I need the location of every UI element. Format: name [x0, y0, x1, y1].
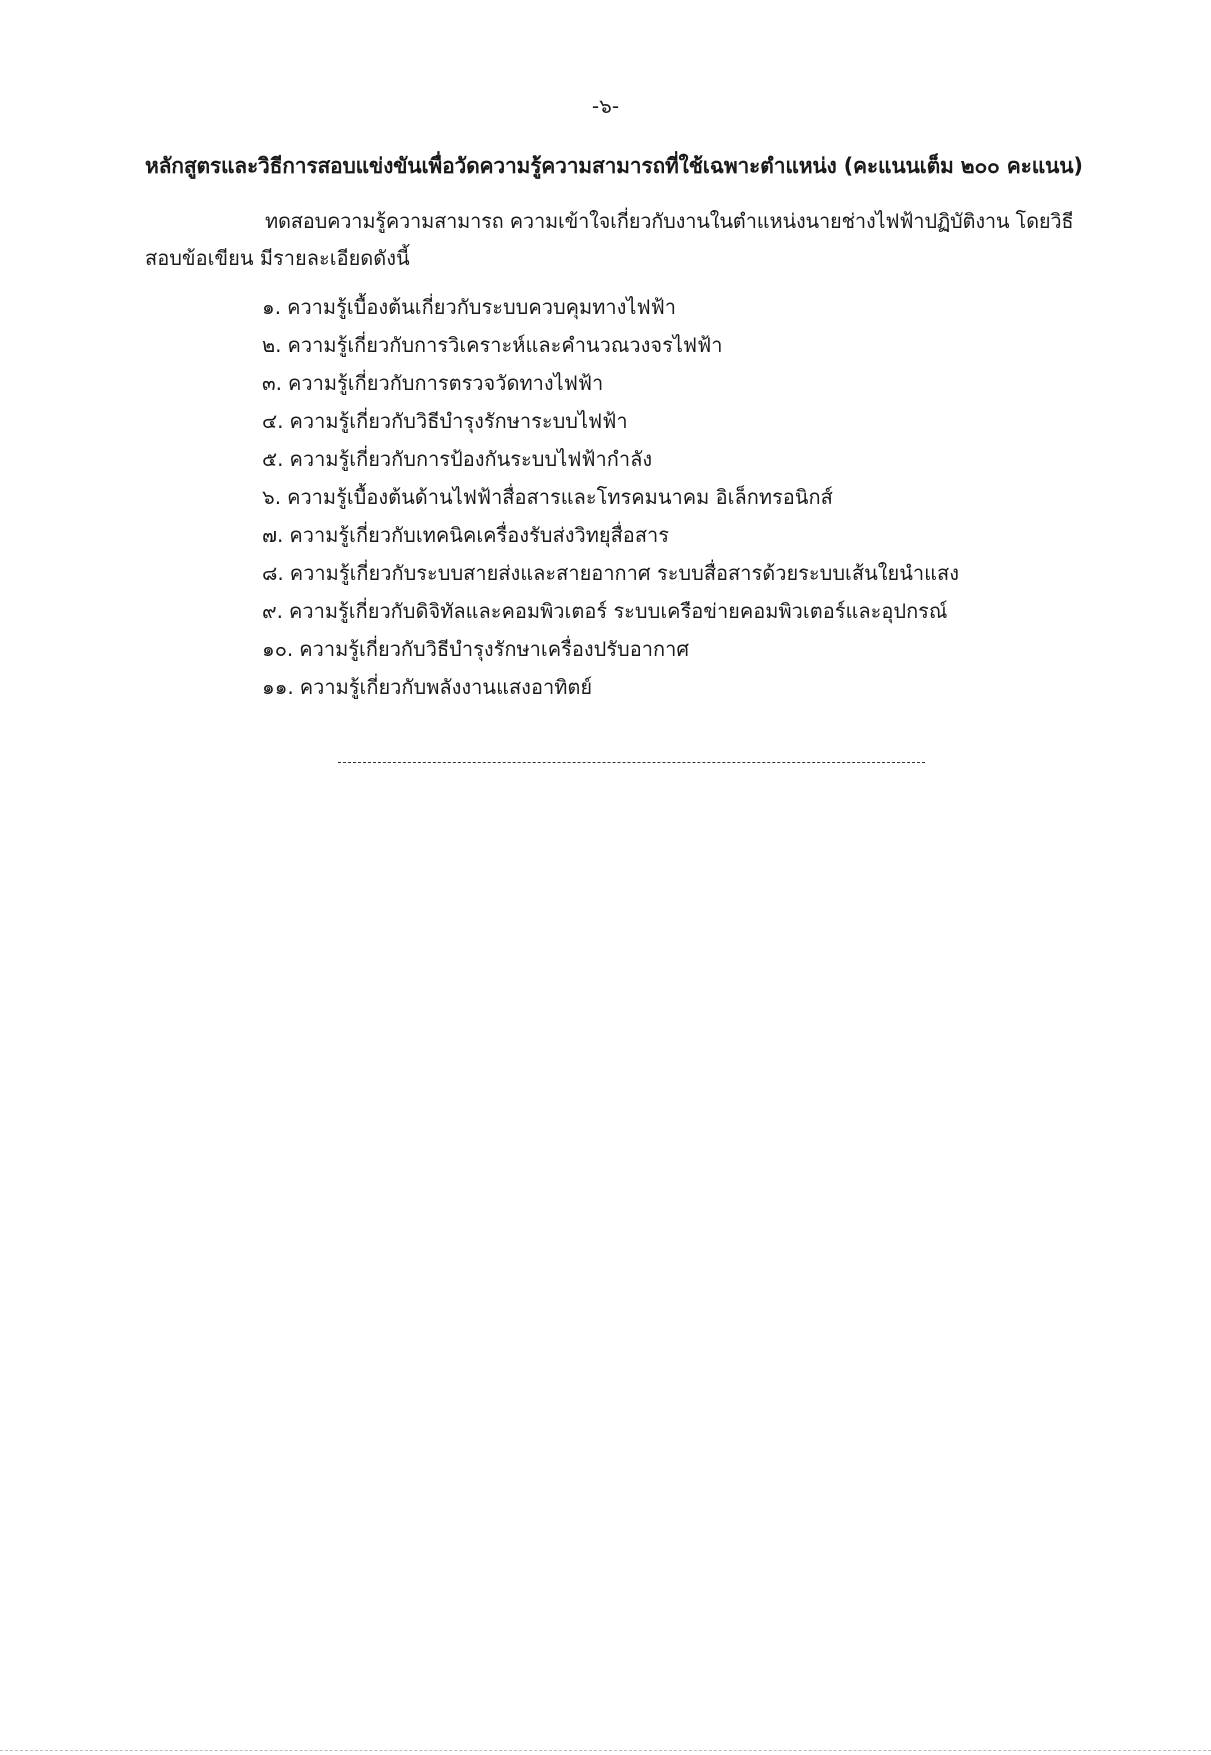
list-item [262, 480, 959, 518]
item-number: ๑. [262, 295, 282, 319]
page-number: -๖- [591, 94, 620, 118]
item-text: ความรู้เกี่ยวกับการป้องกันระบบไฟฟ้ากำลัง [289, 447, 653, 471]
item-number: ๕. [262, 447, 284, 471]
intro-paragraph-line-1: ทดสอบความรู้ความสามารถ ความเข้าใจเกี่ยวกับงานในตำแหน่งนายช่างไฟฟ้าปฏิบัติงาน โดยวิธี [265, 209, 1074, 233]
item-number: ๔. [262, 409, 284, 433]
item-number: ๓. [262, 371, 283, 395]
item-number: ๑๑. [262, 675, 294, 699]
intro-paragraph-line-2: สอบข้อเขียน มีรายละเอียดดังนี้ [145, 246, 410, 270]
item-number: ๒. [262, 333, 282, 357]
item-text: ความรู้เกี่ยวกับพลังงานแสงอาทิตย์ [299, 675, 593, 699]
item-number: ๖. [262, 485, 282, 509]
section-heading: หลักสูตรและวิธีการสอบแข่งขันเพื่อวัดความรู้ความสามารถที่ใช้เฉพาะตำแหน่ง (คะแนนเต็ม ๒๐๐ คะแนน) [145, 154, 1083, 178]
item-text: ความรู้เบื้องต้นเกี่ยวกับระบบควบคุมทางไฟฟ้า [287, 295, 677, 319]
item-text: ความรู้เกี่ยวกับวิธีบำรุงรักษาเครื่องปรับอากาศ [299, 637, 690, 661]
exam-topic-list [262, 290, 959, 708]
list-item [262, 556, 959, 594]
item-text: ความรู้เกี่ยวกับการวิเคราะห์และคำนวณวงจรไฟฟ้า [287, 333, 723, 357]
item-text: ความรู้เกี่ยวกับดิจิทัลและคอมพิวเตอร์ ระบบเครือข่ายคอมพิวเตอร์และอุปกรณ์ [289, 599, 948, 623]
list-item [262, 328, 959, 366]
list-item [262, 518, 959, 556]
list-item [262, 366, 959, 404]
item-text: ความรู้เบื้องต้นด้านไฟฟ้าสื่อสารและโทรคมนาคม อิเล็กทรอนิกส์ [287, 485, 833, 509]
item-text: ความรู้เกี่ยวกับการตรวจวัดทางไฟฟ้า [288, 371, 604, 395]
item-number: ๑๐. [262, 637, 294, 661]
list-item [262, 632, 959, 670]
item-number: ๘. [262, 561, 284, 585]
item-number: ๗. [262, 523, 284, 547]
list-item [262, 670, 959, 708]
list-item [262, 404, 959, 442]
list-item [262, 594, 959, 632]
item-text: ความรู้เกี่ยวกับระบบสายส่งและสายอากาศ ระบบสื่อสารด้วยระบบเส้นใยนำแสง [289, 561, 959, 585]
list-item [262, 442, 959, 480]
end-divider [338, 762, 925, 763]
item-number: ๙. [262, 599, 284, 623]
scan-bottom-edge [0, 1750, 1211, 1751]
item-text: ความรู้เกี่ยวกับวิธีบำรุงรักษาระบบไฟฟ้า [289, 409, 628, 433]
list-item [262, 290, 959, 328]
item-text: ความรู้เกี่ยวกับเทคนิคเครื่องรับส่งวิทยุสื่อสาร [289, 523, 669, 547]
